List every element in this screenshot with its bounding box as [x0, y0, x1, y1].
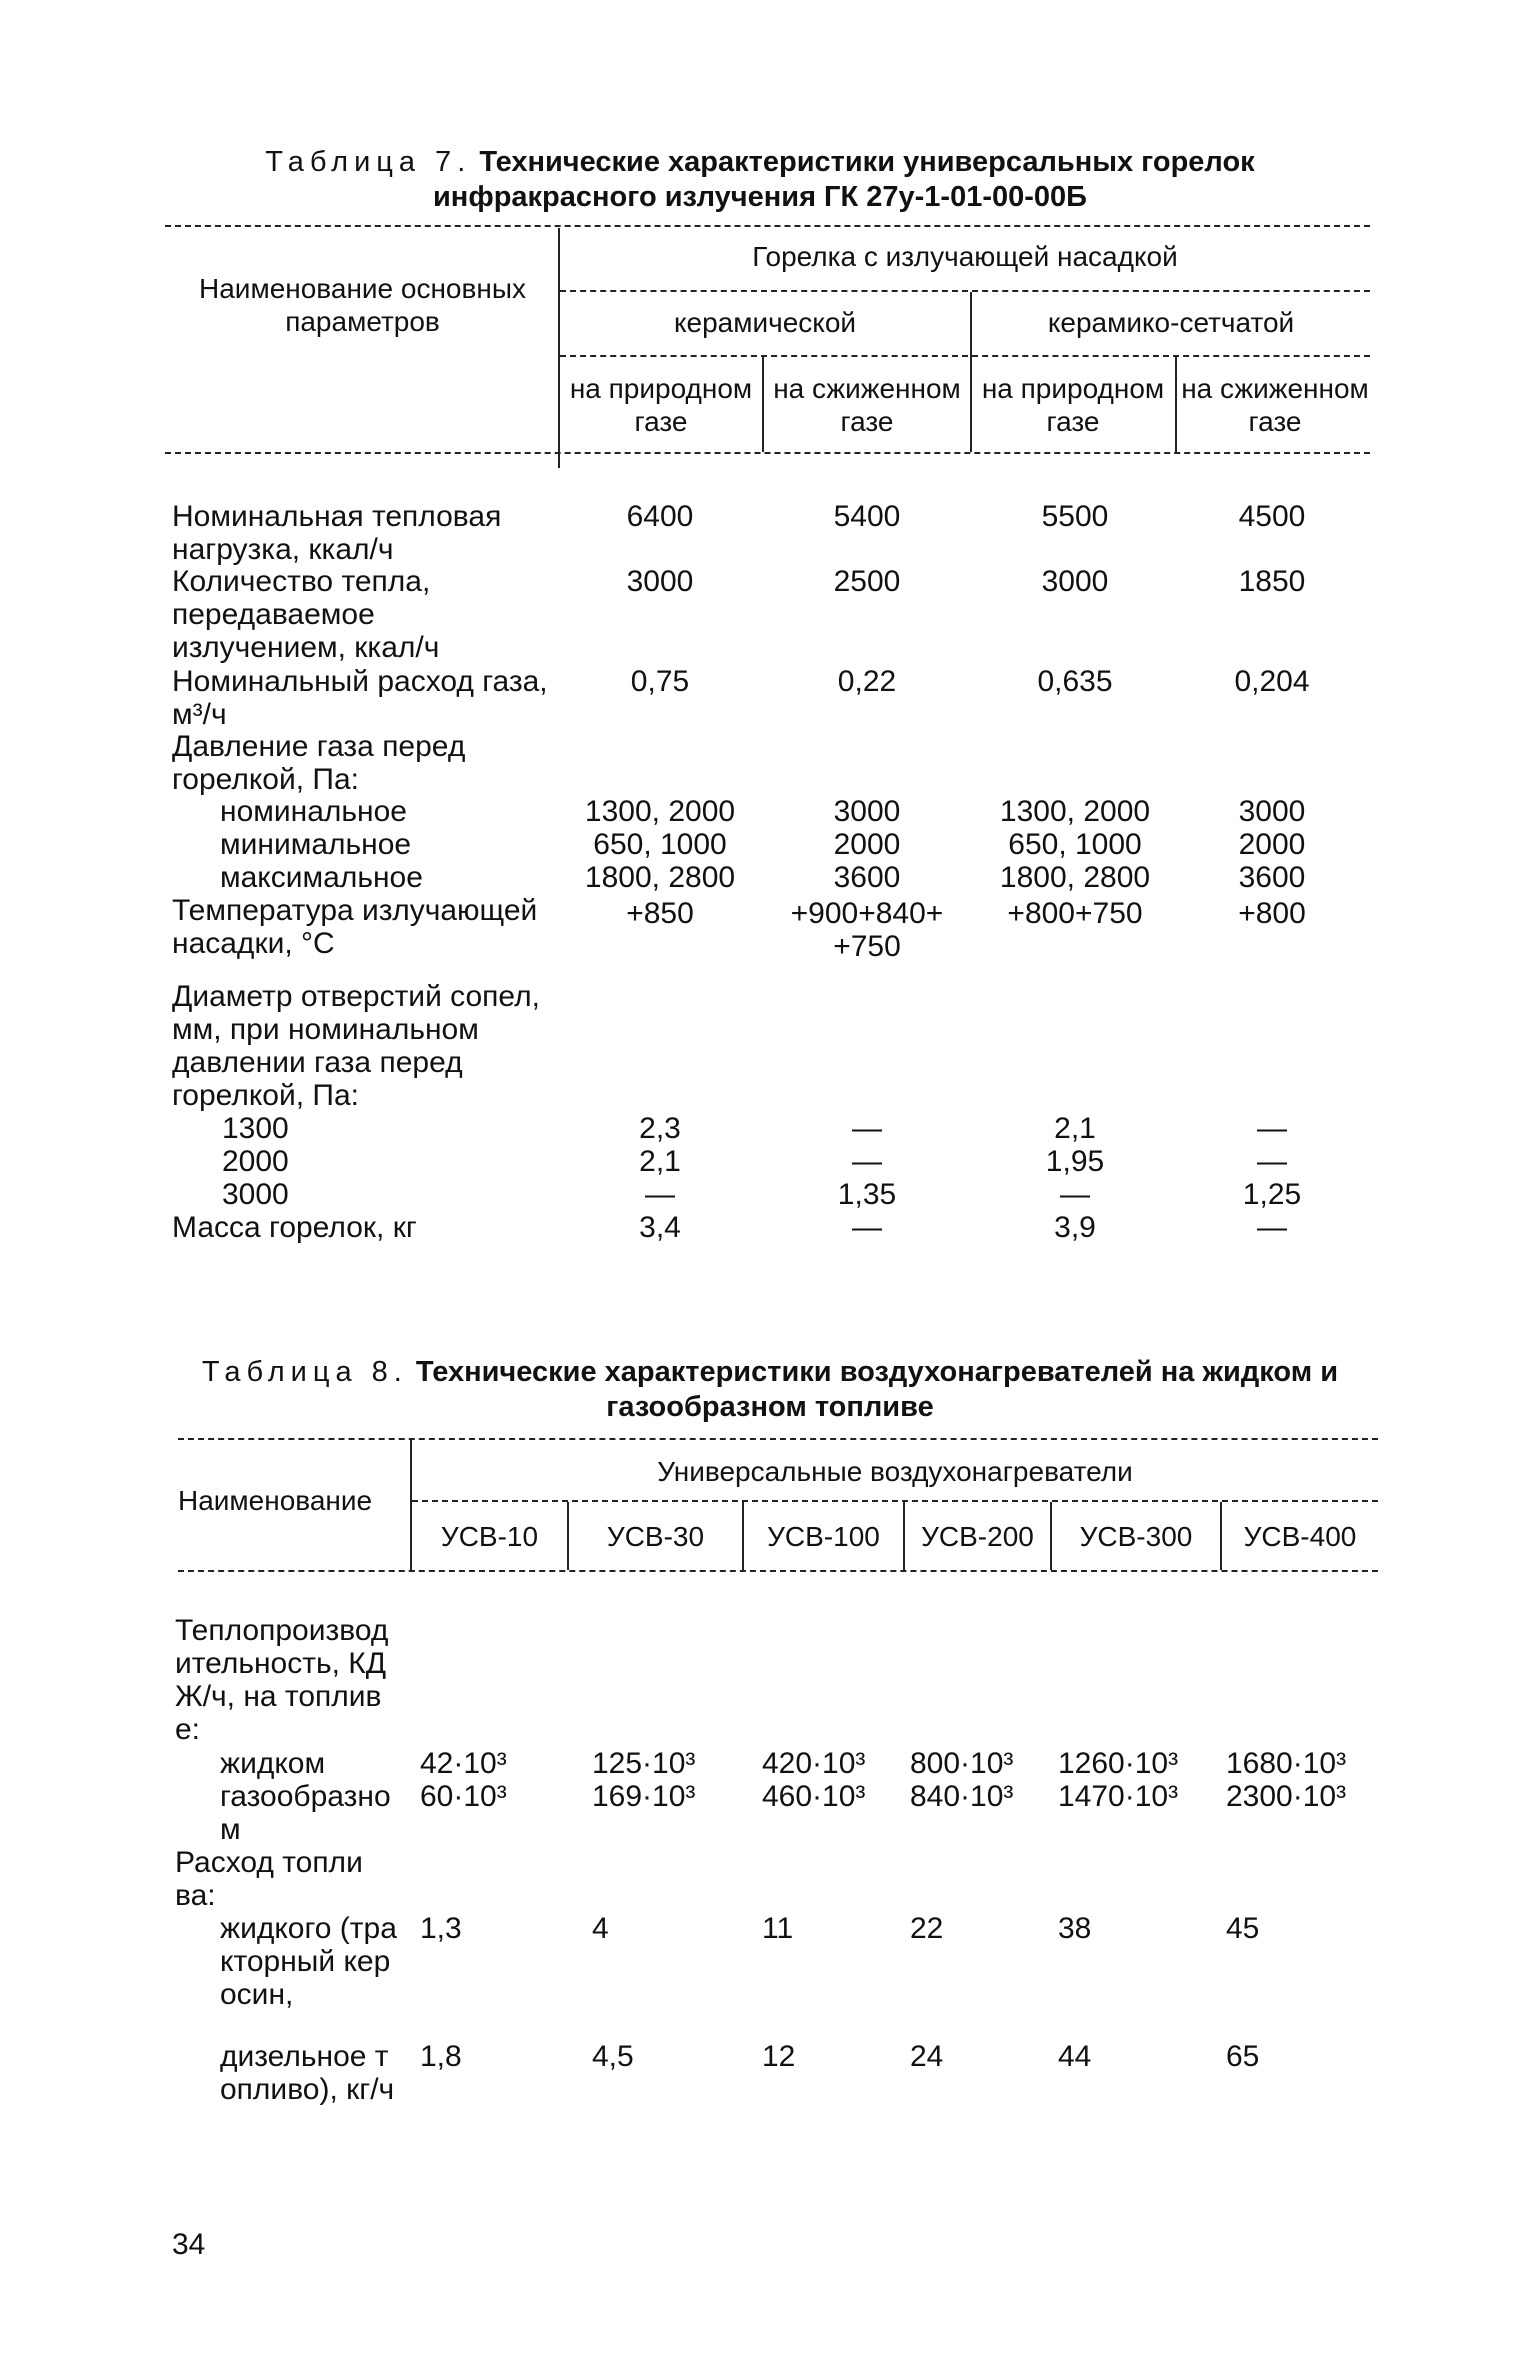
- table7-gas-header-1: на природном газе: [569, 373, 753, 437]
- table7-cell: 0,22: [837, 665, 897, 698]
- table8-caption-prefix: Таблица 8.: [201, 1356, 408, 1388]
- table7-cell: 3000: [1041, 565, 1109, 598]
- table8-row-label: Расход топлива:: [175, 1846, 363, 1912]
- table8-header-bottom-rule: [178, 1570, 1378, 1572]
- table7-cell: +900+840+ +750: [790, 897, 944, 963]
- table8-cell: 12: [762, 2040, 796, 2073]
- table8-cell: 4,5: [592, 2040, 634, 2073]
- table7-cell: 3000: [626, 565, 694, 598]
- table8-model-header: УСВ-10: [440, 1521, 539, 1552]
- table7-group-header: Горелка с излучающей насадкой: [752, 241, 1178, 272]
- table7-cell: —: [645, 1178, 675, 1211]
- table7-cell: 1,35: [837, 1178, 897, 1211]
- table7-row-label: Диаметр отверстий сопел, мм, при номинальном давлении газа перед горелкой, Па:: [172, 980, 540, 1112]
- table8-top-rule: [178, 1438, 1378, 1440]
- table7-cell: 5500: [1041, 500, 1109, 533]
- table7-row-label: максимальное: [220, 861, 423, 894]
- table7-subgroup-rule: [560, 355, 1370, 357]
- table7-col-name-header: Наименование основных параметров: [199, 273, 526, 337]
- table8-cell: 420·10³: [762, 1747, 866, 1780]
- table8-cell: 1,3: [420, 1912, 462, 1945]
- table8-col-name-header: Наименование: [178, 1485, 373, 1516]
- table7-row-label: минимальное: [220, 828, 412, 861]
- table8-cell: 38: [1058, 1912, 1092, 1945]
- table7-caption: [160, 145, 1360, 215]
- table7-row-label: Количество тепла, передаваемое излучением, ккал/ч: [172, 565, 440, 664]
- table8-cell: 800·10³: [910, 1747, 1014, 1780]
- table7-cell: —: [1257, 1112, 1287, 1145]
- table8-cell: 65: [1226, 2040, 1260, 2073]
- table8-row-label: дизельное топливо), кг/ч: [220, 2040, 395, 2106]
- table7-cell: 0,204: [1234, 665, 1310, 698]
- table7-cell: 3,9: [1054, 1211, 1096, 1244]
- table7-cell: 3000: [1238, 795, 1306, 828]
- table7-cell: 0,635: [1037, 665, 1113, 698]
- table7-subgroup-ceramic: керамической: [673, 307, 857, 338]
- table7-cell: —: [852, 1145, 882, 1178]
- table8-row-label: Теплопроизводительность, КДЖ/ч, на топливе:: [175, 1614, 389, 1746]
- table7-cell: 3,4: [639, 1211, 681, 1244]
- table8-cell: 24: [910, 2040, 944, 2073]
- table7-gas-header-2: на сжиженном газе: [773, 373, 961, 437]
- table8-cell: 1,8: [420, 2040, 462, 2073]
- table8-cell: 45: [1226, 1912, 1260, 1945]
- table7-caption-prefix: Таблица 7.: [265, 146, 472, 178]
- table7-row-label: Номинальный расход газа, м³/ч: [172, 665, 548, 731]
- table7-cell: 4500: [1238, 500, 1306, 533]
- table8-group-rule: [412, 1500, 1378, 1502]
- table7-row-label: Номинальная тепловая нагрузка, ккал/ч: [172, 500, 502, 566]
- table8-caption-title: Технические характеристики воздухонагревателей на жидком и газообразном топливе: [415, 1356, 1339, 1423]
- table8-model-header: УСВ-200: [921, 1521, 1034, 1552]
- table7-cell: 0,75: [630, 665, 690, 698]
- table8-cell: 22: [910, 1912, 944, 1945]
- table8-cell: 42·10³: [420, 1747, 507, 1780]
- table8-model-header: УСВ-300: [1079, 1521, 1193, 1552]
- table7-cell: 1,25: [1242, 1178, 1302, 1211]
- table8-cell: 44: [1058, 2040, 1092, 2073]
- table8-cell: 2300·10³: [1226, 1780, 1347, 1813]
- table8-row-label: газообразном: [220, 1780, 391, 1846]
- table8-cell: 1680·10³: [1226, 1747, 1347, 1780]
- table8-cell: 125·10³: [592, 1747, 696, 1780]
- table7-cell: 2,1: [639, 1145, 681, 1178]
- table8-model-header: УСВ-400: [1243, 1521, 1357, 1552]
- table7-row-label: Температура излучающей насадки, °С: [172, 894, 538, 960]
- table7-gas-header-3: на природном газе: [981, 373, 1165, 437]
- table7-cell: +850: [626, 897, 694, 930]
- table8-cell: 4: [592, 1912, 609, 1945]
- table7-cell: —: [1257, 1211, 1287, 1244]
- table8-cell: 460·10³: [762, 1780, 866, 1813]
- table7-cell: 6400: [626, 500, 694, 533]
- table7-cell: 650, 1000: [1008, 828, 1142, 861]
- table7-cell: 3600: [833, 861, 901, 894]
- table7-cell: 650, 1000: [593, 828, 727, 861]
- table7-caption-title: Технические характеристики универсальных горелок инфракрасного излучения ГК 27у-1-01-00-00Б: [432, 146, 1255, 213]
- table8-group-header: Универсальные воздухонагреватели: [657, 1456, 1133, 1487]
- table8-cell: 169·10³: [592, 1780, 696, 1813]
- table8-model-header: УСВ-30: [606, 1521, 705, 1552]
- table7-vrule-3: [762, 357, 764, 452]
- table8-row-label: жидком: [220, 1747, 326, 1780]
- table8-cell: 11: [762, 1912, 794, 1945]
- table7-cell: +800+750: [1007, 897, 1143, 930]
- table7-cell: 3000: [833, 795, 901, 828]
- table7-cell: 3600: [1238, 861, 1306, 894]
- table7-cell: 1300, 2000: [584, 795, 736, 828]
- table7-cell: 2,1: [1054, 1112, 1096, 1145]
- page-number: 34: [172, 2228, 206, 2261]
- table7-cell: —: [852, 1211, 882, 1244]
- table7-group-rule: [560, 290, 1370, 292]
- table8-cell: 60·10³: [420, 1780, 507, 1813]
- table7-cell: 1800, 2800: [999, 861, 1151, 894]
- table7-cell: —: [852, 1112, 882, 1145]
- table7-cell: 1300, 2000: [999, 795, 1151, 828]
- table7-cell: 1,95: [1045, 1145, 1105, 1178]
- table7-cell: —: [1257, 1145, 1287, 1178]
- table7-top-rule: [165, 225, 1370, 227]
- table7-row-label: 3000: [222, 1178, 289, 1211]
- table7-row-label: 1300: [222, 1112, 289, 1145]
- table7-cell: 5400: [833, 500, 901, 533]
- table8-cell: 840·10³: [910, 1780, 1014, 1813]
- table8-row-label: жидкого (тракторный керосин,: [220, 1912, 397, 2011]
- table7-cell: 2000: [1238, 828, 1306, 861]
- table7-cell: 2000: [833, 828, 901, 861]
- table7-cell: 1850: [1238, 565, 1306, 598]
- table7-cell: +800: [1238, 897, 1306, 930]
- table7-row-label: 2000: [222, 1145, 289, 1178]
- table7-gas-header-4: на сжиженном газе: [1181, 373, 1369, 437]
- table8-caption: [200, 1355, 1340, 1425]
- table8-model-header: УСВ-100: [767, 1521, 880, 1552]
- table7-cell: —: [1060, 1178, 1090, 1211]
- table8-cell: 1470·10³: [1058, 1780, 1179, 1813]
- table7-row-label: номинальное: [220, 795, 407, 828]
- table7-cell: 2,3: [639, 1112, 681, 1145]
- table7-row-label: Масса горелок, кг: [172, 1211, 417, 1244]
- table7-header-bottom-rule: [165, 452, 1370, 454]
- table7-cell: 1800, 2800: [584, 861, 736, 894]
- table7-subgroup-ceramic-mesh: керамико-сетчатой: [1047, 307, 1295, 338]
- table8-cell: 1260·10³: [1058, 1747, 1179, 1780]
- table7-cell: 2500: [833, 565, 901, 598]
- table7-vrule-4: [1175, 357, 1177, 452]
- table7-row-label: Давление газа перед горелкой, Па:: [172, 730, 466, 796]
